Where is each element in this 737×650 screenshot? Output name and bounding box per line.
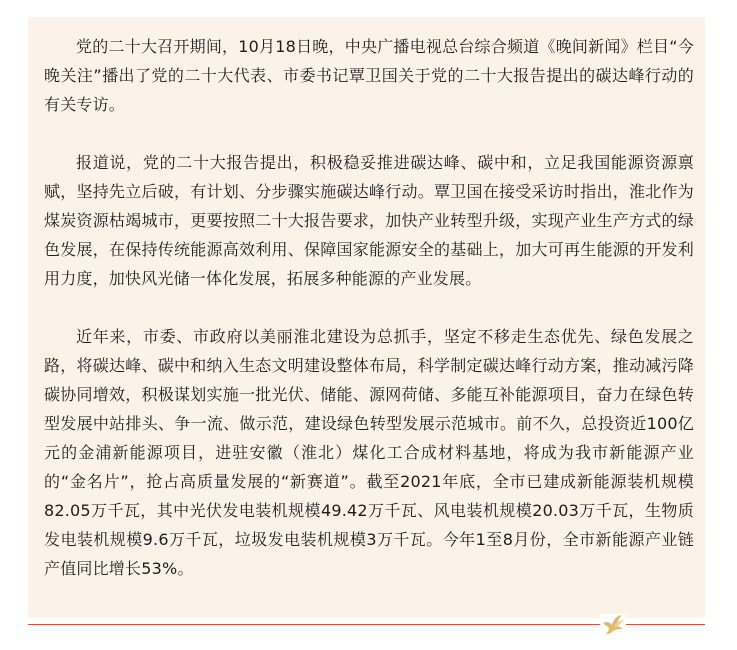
flying-bird-icon-graphic <box>600 614 626 636</box>
flying-bird-icon <box>600 614 626 636</box>
article-paragraph-1: 党的二十大召开期间，10月18日晚，中央广播电视总台综合频道《晚间新闻》栏目“今晚关注”播出了党的二十大代表、市委书记覃卫国关于党的二十大报告提出的碳达峰行动的有关专访。 <box>44 37 694 114</box>
article-paragraph-3: 近年来，市委、市政府以美丽淮北建设为总抓手，坚定不移走生态优先、绿色发展之路，将碳达峰、碳中和纳入生态文明建设整体布局，科学制定碳达峰行动方案，推动减污降碳协同增效，积极谋划实施一批光伏、储能、源网荷储、多能互补能源项目，奋力在绿色转型发展中站排头、争一流、做示范，建设绿色转型发展示范城市。前不久，总投资近100亿元的金浦新能源项目，进驻安徽（淮北）煤化工合成材料基地，将成为我市新能源产业的“金名片”，抢占高质量发展的“新赛道”。截至2021年底，全市已建成新能源装机规模82.05万千瓦，其中光伏发电装机规模49.42万千瓦、风电装机规模20.03万千瓦，生物质发电装机规模9.6万千瓦，垃圾发电装机规模3万千瓦。今年1至8月份，全市新能源产业链产值同比增长53%。 <box>44 327 694 578</box>
article-paragraph-2: 报道说，党的二十大报告提出，积极稳妥推进碳达峰、碳中和，立足我国能源资源禀赋，坚持先立后破，有计划、分步骤实施碳达峰行动。覃卫国在接受采访时指出，淮北作为煤炭资源枯竭城市，更要按照二十大报告要求，加快产业转型升级，实现产业生产方式的绿色发展，在保持传统能源高效利用、保障国家能源安全的基础上，加大可再生能源的开发利用力度，加快风光储一体化发展，拓展多种能源的产业发展。 <box>44 153 694 288</box>
article-body <box>44 32 694 583</box>
